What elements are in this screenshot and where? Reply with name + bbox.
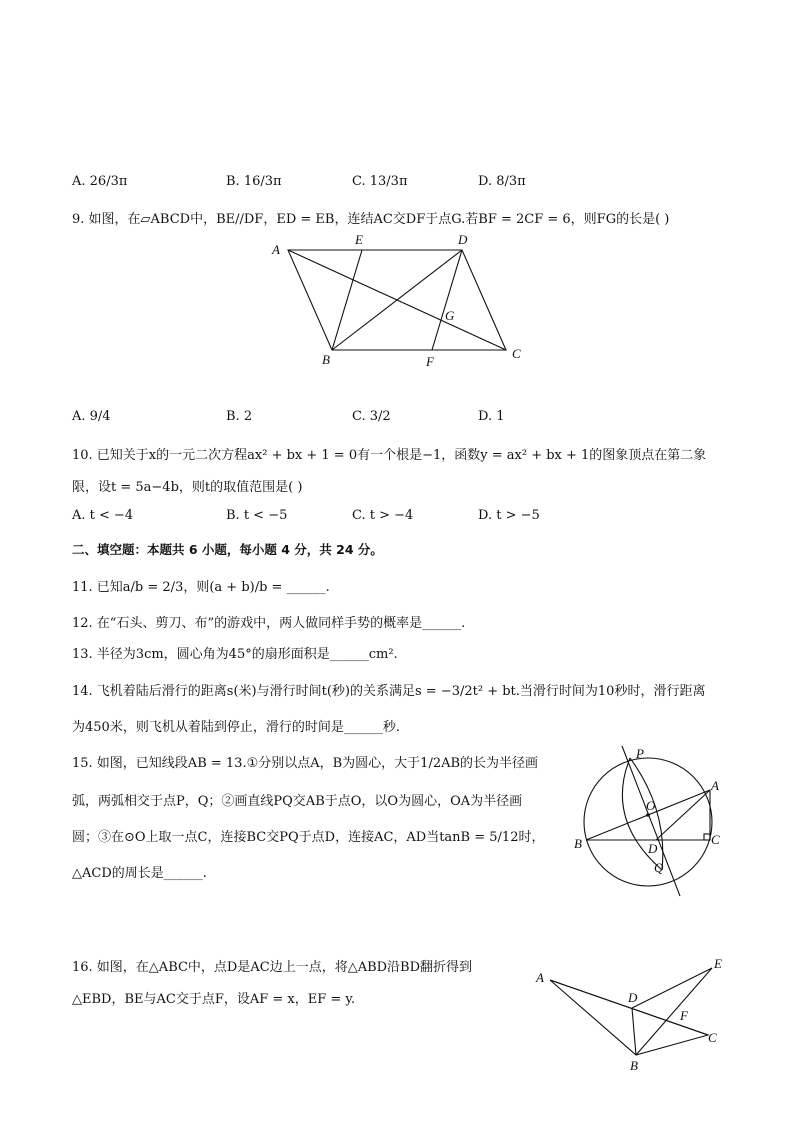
label-d: D [458, 232, 468, 247]
q10-line1: 10. 已知关于x的一元二次方程ax² + bx + 1 = 0有一个根是−1，函数y = ax² + bx + 1的图象顶点在第二象 [72, 448, 707, 463]
q15-line3: 圆；③在⊙O上取一点C，连接BC交PQ于点D，连接AC，AD当tanB = 5/12时， [72, 830, 545, 845]
label-f: F [426, 354, 434, 369]
label-a: A [272, 242, 280, 257]
diagonal-bd [332, 250, 462, 350]
q16-line2: △EBD，BE与AC交于点F，设AF = x，EF = y. [72, 992, 356, 1007]
q9-parallelogram-figure [260, 228, 540, 374]
line-pq [622, 746, 680, 896]
label-a: A [711, 778, 719, 793]
label-d: D [648, 841, 658, 856]
q9-text: 9. 如图，在▱ABCD中，BE//DF，ED = EB，连结AC交DF于点G.若BF = 2CF = 6，则FG的长是( ) [72, 212, 670, 227]
label-e: E [714, 956, 722, 971]
q12-text: 12. 在“石头、剪刀、布”的游戏中，两人做同样手势的概率是______. [72, 616, 466, 631]
q16-line1: 16. 如图，在△ABC中，点D是AC边上一点，将△ABD沿BD翻折得到 [72, 960, 473, 975]
label-c: C [512, 346, 521, 361]
q8-option-c: C. 13/3π [352, 174, 408, 189]
label-c: C [711, 832, 720, 847]
q8-option-b: B. 16/3π [226, 174, 282, 189]
right-angle-mark [704, 834, 710, 840]
segment-bd [632, 1008, 636, 1055]
label-b: B [322, 352, 330, 367]
q9-option-b: B. 2 [226, 409, 253, 424]
label-a: A [536, 970, 544, 985]
q14-line1: 14. 飞机着陆后滑行的距离s(米)与滑行时间t(秒)的关系满足s = −3/2t² + bt.当滑行时间为10秒时，滑行距离 [72, 684, 706, 699]
segment-ad [656, 790, 710, 840]
q10-option-b: B. t < −5 [226, 508, 288, 523]
center-point-o [646, 813, 650, 817]
q15-circle-figure [570, 740, 730, 900]
q8-option-a: A. 26/3π [72, 174, 128, 189]
segment-be [332, 250, 362, 350]
label-p: P [636, 746, 644, 761]
q10-line2: 限，设t = 5a−4b，则t的取值范围是( ) [72, 480, 303, 495]
q15-line1: 15. 如图，已知线段AB = 13.①分别以点A，B为圆心，大于1/2AB的长为半径画 [72, 756, 539, 771]
label-o: O [646, 798, 656, 813]
label-g: G [445, 308, 455, 323]
circle-o [584, 758, 712, 886]
label-c: C [708, 1030, 717, 1045]
label-e: E [355, 232, 363, 247]
arc-a [630, 758, 663, 870]
q15-line2: 弧，两弧相交于点P，Q；②画直线PQ交AB于点O，以O为圆心，OA为半径画 [72, 794, 523, 809]
segment-be [636, 968, 712, 1055]
q16-triangle-figure [530, 950, 730, 1075]
label-b: B [574, 836, 582, 851]
section-2-heading: 二、填空题：本题共 6 小题，每小题 4 分，共 24 分。 [72, 542, 383, 557]
label-d: D [628, 990, 638, 1005]
q9-option-a: A. 9/4 [72, 409, 111, 424]
q10-option-d: D. t > −5 [478, 508, 540, 523]
segment-df [432, 250, 462, 350]
segment-de [632, 968, 712, 1008]
label-b: B [630, 1058, 638, 1073]
q14-line2: 为450米，则飞机从着陆到停止，滑行的时间是______秒. [72, 720, 400, 735]
q8-option-d: D. 8/3π [478, 174, 526, 189]
q15-line4: △ACD的周长是______. [72, 866, 207, 881]
q13-text: 13. 半径为3cm，圆心角为45°的扇形面积是______cm². [72, 647, 398, 662]
q9-option-d: D. 1 [478, 409, 505, 424]
label-q: Q [654, 860, 664, 875]
q10-option-c: C. t > −4 [352, 508, 414, 523]
q9-option-c: C. 3/2 [352, 409, 391, 424]
q10-option-a: A. t < −4 [72, 508, 134, 523]
label-f: F [680, 1008, 688, 1023]
q11-text: 11. 已知a/b = 2/3，则(a + b)/b = ______. [72, 580, 330, 595]
